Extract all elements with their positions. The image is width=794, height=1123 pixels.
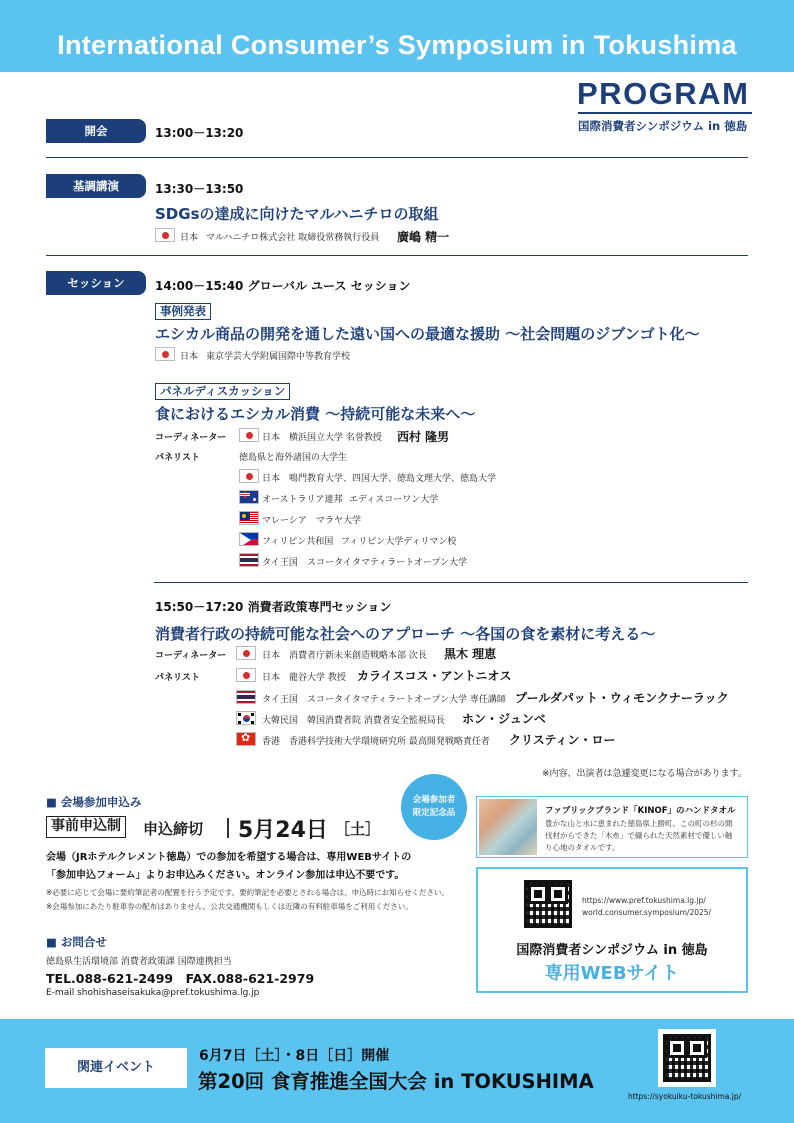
keynote-affiliation: マルハニチロ株式会社 取締役常務執行役員 [206,233,380,243]
contact-heading: ■ お問合せ [46,935,107,949]
panel-title: 食におけるエシカル消費 ～持続可能な未来へ～ [155,405,476,423]
malaysia-flag-icon [239,511,259,525]
case-label: 事例発表 [155,303,211,320]
related-event-title: 第20回 食育推進全国大会 in TOKUSHIMA [198,1070,594,1093]
towel-image [479,799,537,855]
gift-badge-line1: 会場参加者 [412,795,456,805]
keynote-time: 13:30－13:50 [155,182,244,196]
hongkong-flag-icon [236,732,256,746]
gift-title: ファブリックブランド「KINOF」のハンドタオル [545,806,736,816]
japan-flag-icon [155,347,175,361]
australia-flag-icon [239,490,259,504]
divider [46,255,748,256]
panelist-country: オーストラリア連邦 [262,495,343,505]
tag-session: セッション [46,271,146,295]
registration-note2: ※会場参加にあたり駐車券の配布はありません。公共交通機関もしくは近隣の有料駐車場をご利用ください。 [46,902,413,911]
panelist-country: 日本 [262,474,281,484]
registration-heading: ■ 会場参加申込み [46,795,142,809]
panelist-country: マレーシア [262,516,307,526]
website-url-line1[interactable]: https://www.pref.tokushima.lg.jp/ [582,896,706,905]
gift-badge [401,774,467,840]
case-title: エシカル商品の開発を通した遠い国への最適な援助 ～社会問題のジブンゴト化～ [155,325,700,343]
website-url-line2[interactable]: world.consumer.symposium/2025/ [582,908,712,917]
policy-panelist-country: 大韓民国 [262,716,299,726]
opening-time: 13:00－13:20 [155,126,244,140]
policy-panelist-name: カライスコス・アントニオス [357,669,512,683]
korea-flag-icon [236,711,256,725]
japan-flag-icon [239,428,259,442]
website-qr-code-icon[interactable] [524,880,572,928]
panelist-affiliation: フィリピン大学ディリマン校 [341,537,457,547]
program-divider [578,112,752,114]
panelist-country: タイ王国 [262,558,298,568]
program-label: PROGRAM [577,76,750,111]
policy-panelist-affiliation: 香港科学技術大学環境研究所 最高開発戦略責任者 [289,737,490,747]
deadline-separator [227,818,229,838]
policy-panelist-affiliation: 韓国消費者院 消費者安全監視局長 [307,716,445,726]
case-affiliation: 東京学芸大学附属国際中等教育学校 [206,352,351,362]
website-subtitle[interactable]: 専用WEBサイト [544,963,680,984]
japan-flag-icon [155,228,175,242]
panel-coordinator-affiliation: 横浜国立大学 名誉教授 [289,433,382,443]
policy-panelist-country: タイ王国 [262,695,298,705]
policy-coordinator-country: 日本 [262,651,281,661]
japan-flag-icon [239,469,259,483]
website-title: 国際消費者シンポジウム in 徳島 [516,943,708,958]
session-time-title: 14:00－15:40 グローバル ユース セッション [155,279,411,293]
policy-title: 消費者行政の持続可能な社会へのアプローチ ～各国の食を素材に考える～ [155,625,656,643]
case-country: 日本 [180,352,199,362]
policy-time-title: 15:50－17:20 消費者政策専門セッション [155,600,392,614]
policy-panelist-affiliation: スコータイタマティラートオープン大学 専任講師 [307,695,506,705]
policy-coordinator-role: コーディネーター [155,651,227,661]
thailand-flag-icon [239,553,259,567]
policy-panelist-name: ホン・ジュンベ [462,712,546,726]
gift-desc-line3: り心地のタオルです。 [545,843,620,852]
policy-panelist-country: 日本 [262,673,281,683]
policy-panelist-name: プールダパット・ウィモンクナーラック [515,691,729,705]
program-subtitle: 国際消費者シンポジウム in 徳島 [578,119,748,133]
panel-coordinator-country: 日本 [262,433,281,443]
panel-panelist-role: パネリスト [155,453,200,463]
policy-panelist-name: クリスティン・ロー [509,733,616,747]
panelist-affiliation: 鳴門教育大学、四国大学、徳島文理大学、徳島大学 [289,474,497,484]
japan-flag-icon [236,668,256,682]
panelist-affiliation: スコータイタマティラートオープン大学 [307,558,468,568]
panelist-country: フィリピン共和国 [262,537,334,547]
divider [46,157,748,158]
policy-coordinator-affiliation: 消費者庁新未来創造戦略本部 次長 [289,651,427,661]
deadline-label: 申込締切 [143,820,204,838]
japan-flag-icon [236,646,256,660]
registration-note1: ※必要に応じて会場に要約筆記者の配置を行う予定です。要約筆記を必要とされる場合は、申込時にお知らせください。 [46,888,449,897]
gift-desc-line2: 伐材からできた「木糸」で織られた天然素材で優しい触 [545,831,733,840]
related-event-date: 6月7日［土］・8日［日］開催 [199,1048,390,1064]
change-notice: ※内容、出演者は急遽変更になる場合があります。 [542,769,747,779]
tag-opening: 開会 [46,119,146,143]
panelist-affiliation: マラヤ大学 [316,516,362,526]
policy-panelist-country: 香港 [262,737,281,747]
related-event-tag: 関連イベント [45,1048,187,1088]
panelist-affiliation: エディスコーワン大学 [349,495,439,505]
panel-panelist-intro: 徳島県と海外諸国の大学生 [239,453,348,463]
preregistration-label: 事前申込制 [46,816,126,838]
tag-keynote: 基調講演 [46,174,146,198]
registration-text-line1: 会場（JRホテルクレメント徳島）での参加を希望する場合は、専用WEBサイトの [46,852,412,863]
deadline-date: 5月24日 [238,818,328,843]
related-event-url[interactable]: https://syokuiku-tokushima.jp/ [628,1092,742,1101]
keynote-title: SDGsの達成に向けたマルハニチロの取組 [155,205,439,223]
panel-coordinator-role: コーディネーター [155,433,227,443]
event-qr-code-icon[interactable] [663,1034,711,1082]
thailand-flag-icon [236,690,256,704]
registration-text-line2: 「参加申込フォーム」よりお申込みください。オンライン参加は申込不要です。 [46,870,405,881]
keynote-speaker-name: 廣嶋 精一 [397,230,450,244]
philippines-flag-icon [239,532,259,546]
symposium-title: International Consumer’s Symposium in Tokushima [57,30,737,60]
divider [154,582,748,583]
panel-label: パネルディスカッション [155,383,290,400]
contact-department: 徳島県生活環境部 消費者政策課 国際連携担当 [46,957,232,967]
policy-panelist-affiliation: 龍谷大学 教授 [289,673,346,683]
contact-phone-fax: TEL.088-621-2499 FAX.088-621-2979 [46,971,315,986]
policy-panelist-role: パネリスト [155,673,200,683]
panel-coordinator-name: 西村 隆男 [397,430,450,444]
contact-email[interactable]: E-mail shohishaseisakuka@pref.tokushima.lg.jp [46,988,260,998]
policy-coordinator-name: 黒木 理恵 [444,647,497,661]
gift-desc-line1: 豊かな山と水に恵まれた徳島県上勝町。この町の杉の間 [545,819,733,828]
keynote-country: 日本 [180,233,199,243]
deadline-day: ［土］ [335,820,381,838]
gift-badge-line2: 限定記念品 [412,808,456,818]
